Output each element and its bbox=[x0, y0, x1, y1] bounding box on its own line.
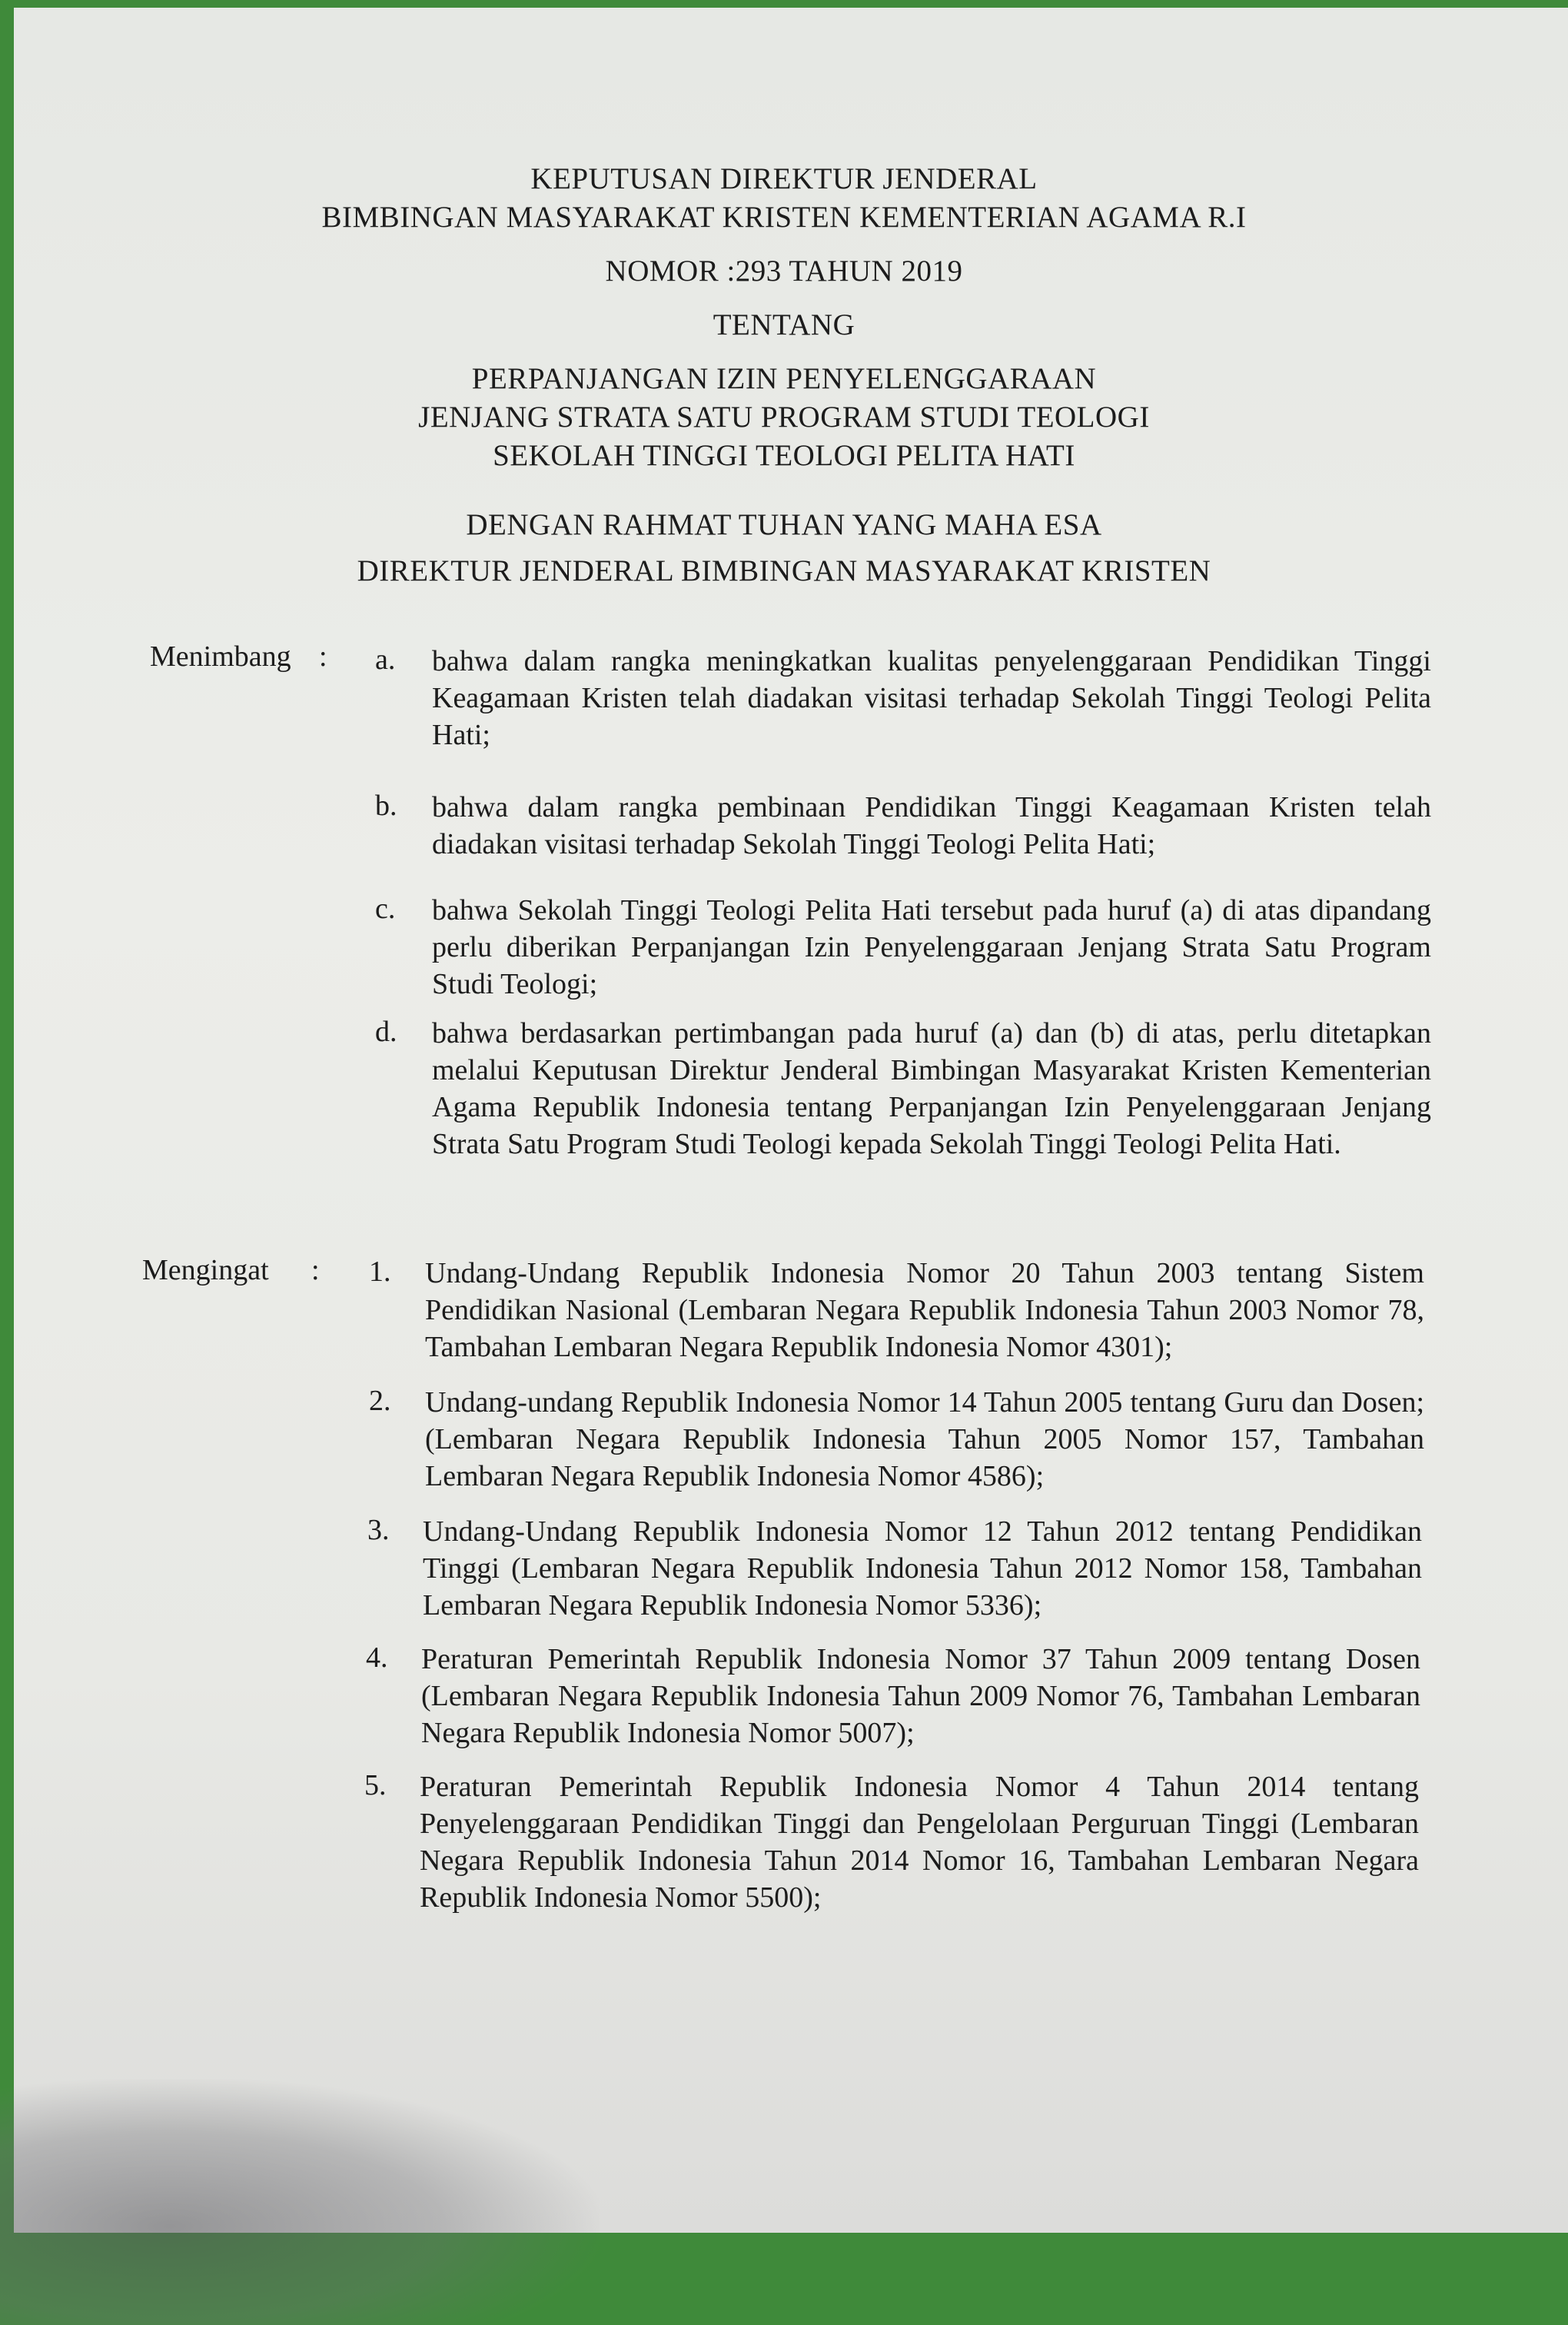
mengingat-marker-4: 4. bbox=[366, 1641, 388, 1675]
mengingat-marker-2: 2. bbox=[369, 1384, 391, 1418]
mengingat-item-5: Peraturan Pemerintah Republik Indonesia Nomor 4 Tahun 2014 tentang Penyelenggaraan Pendidikan Tinggi dan Pengelolaan Perguruan Tinggi (Lembaran Negara Republik Indonesia Tahun 2014 Nomor 16, Tambahan Lembaran Negara Republik Indonesia Nomor 5500); bbox=[420, 1768, 1419, 1916]
menimbang-marker-b: b. bbox=[375, 789, 397, 823]
director-line: DIREKTUR JENDERAL BIMBINGAN MASYARAKAT KRISTEN bbox=[0, 554, 1568, 588]
mengingat-label: Mengingat bbox=[142, 1253, 269, 1287]
mengingat-marker-3: 3. bbox=[367, 1513, 390, 1547]
decree-authority: BIMBINGAN MASYARAKAT KRISTEN KEMENTERIAN AGAMA R.I bbox=[0, 200, 1568, 234]
tentang-heading: TENTANG bbox=[0, 308, 1568, 342]
subject-line-1: PERPANJANGAN IZIN PENYELENGGARAAN bbox=[0, 361, 1568, 396]
menimbang-item-d: bahwa berdasarkan pertimbangan pada huruf (a) dan (b) di atas, perlu ditetapkan melalui Keputusan Direktur Jenderal Bimbingan Masyarakat Kristen Kementerian Agama Republik Indonesia tentang Perpanjangan Izin Penyelenggaraan Jenjang Strata Satu Program Studi Teologi kepada Sekolah Tinggi Teologi Pelita Hati. bbox=[432, 1015, 1431, 1162]
mengingat-colon: : bbox=[311, 1253, 320, 1287]
mengingat-item-4: Peraturan Pemerintah Republik Indonesia Nomor 37 Tahun 2009 tentang Dosen (Lembaran Negara Republik Indonesia Tahun 2009 Nomor 76, Tambahan Lembaran Negara Republik Indonesia Nomor 5007); bbox=[421, 1641, 1420, 1751]
rahmat-line: DENGAN RAHMAT TUHAN YANG MAHA ESA bbox=[0, 507, 1568, 542]
menimbang-marker-a: a. bbox=[375, 643, 395, 677]
menimbang-item-c: bahwa Sekolah Tinggi Teologi Pelita Hati tersebut pada huruf (a) di atas dipandang perlu diberikan Perpanjangan Izin Penyelenggaraan Jenjang Strata Satu Program Studi Teologi; bbox=[432, 892, 1431, 1003]
menimbang-colon: : bbox=[319, 640, 327, 674]
subject-line-3: SEKOLAH TINGGI TEOLOGI PELITA HATI bbox=[0, 438, 1568, 473]
decree-title: KEPUTUSAN DIREKTUR JENDERAL bbox=[0, 161, 1568, 196]
menimbang-label: Menimbang bbox=[150, 640, 291, 674]
decree-number: NOMOR :293 TAHUN 2019 bbox=[0, 254, 1568, 288]
menimbang-marker-d: d. bbox=[375, 1015, 397, 1049]
subject-line-2: JENJANG STRATA SATU PROGRAM STUDI TEOLOGI bbox=[0, 400, 1568, 434]
mengingat-item-2: Undang-undang Republik Indonesia Nomor 14 Tahun 2005 tentang Guru dan Dosen; (Lembaran Negara Republik Indonesia Tahun 2005 Nomor 157, Tambahan Lembaran Negara Republik Indonesia Nomor 4586); bbox=[425, 1384, 1424, 1495]
menimbang-item-b: bahwa dalam rangka pembinaan Pendidikan Tinggi Keagamaan Kristen telah diadakan visitasi terhadap Sekolah Tinggi Teologi Pelita Hati; bbox=[432, 789, 1431, 863]
mengingat-item-3: Undang-Undang Republik Indonesia Nomor 12 Tahun 2012 tentang Pendidikan Tinggi (Lembaran Negara Republik Indonesia Tahun 2012 Nomor 158, Tambahan Lembaran Negara Republik Indonesia Nomor 5336); bbox=[423, 1513, 1422, 1624]
mengingat-marker-1: 1. bbox=[369, 1255, 391, 1289]
menimbang-marker-c: c. bbox=[375, 892, 395, 926]
mengingat-marker-5: 5. bbox=[364, 1768, 387, 1802]
menimbang-item-a: bahwa dalam rangka meningkatkan kualitas penyelenggaraan Pendidikan Tinggi Keagamaan Kristen telah diadakan visitasi terhadap Sekolah Tinggi Teologi Pelita Hati; bbox=[432, 643, 1431, 753]
mengingat-item-1: Undang-Undang Republik Indonesia Nomor 20 Tahun 2003 tentang Sistem Pendidikan Nasional (Lembaran Negara Republik Indonesia Tahun 2003 Nomor 78, Tambahan Lembaran Negara Republik Indonesia Nomor 4301); bbox=[425, 1255, 1424, 1365]
